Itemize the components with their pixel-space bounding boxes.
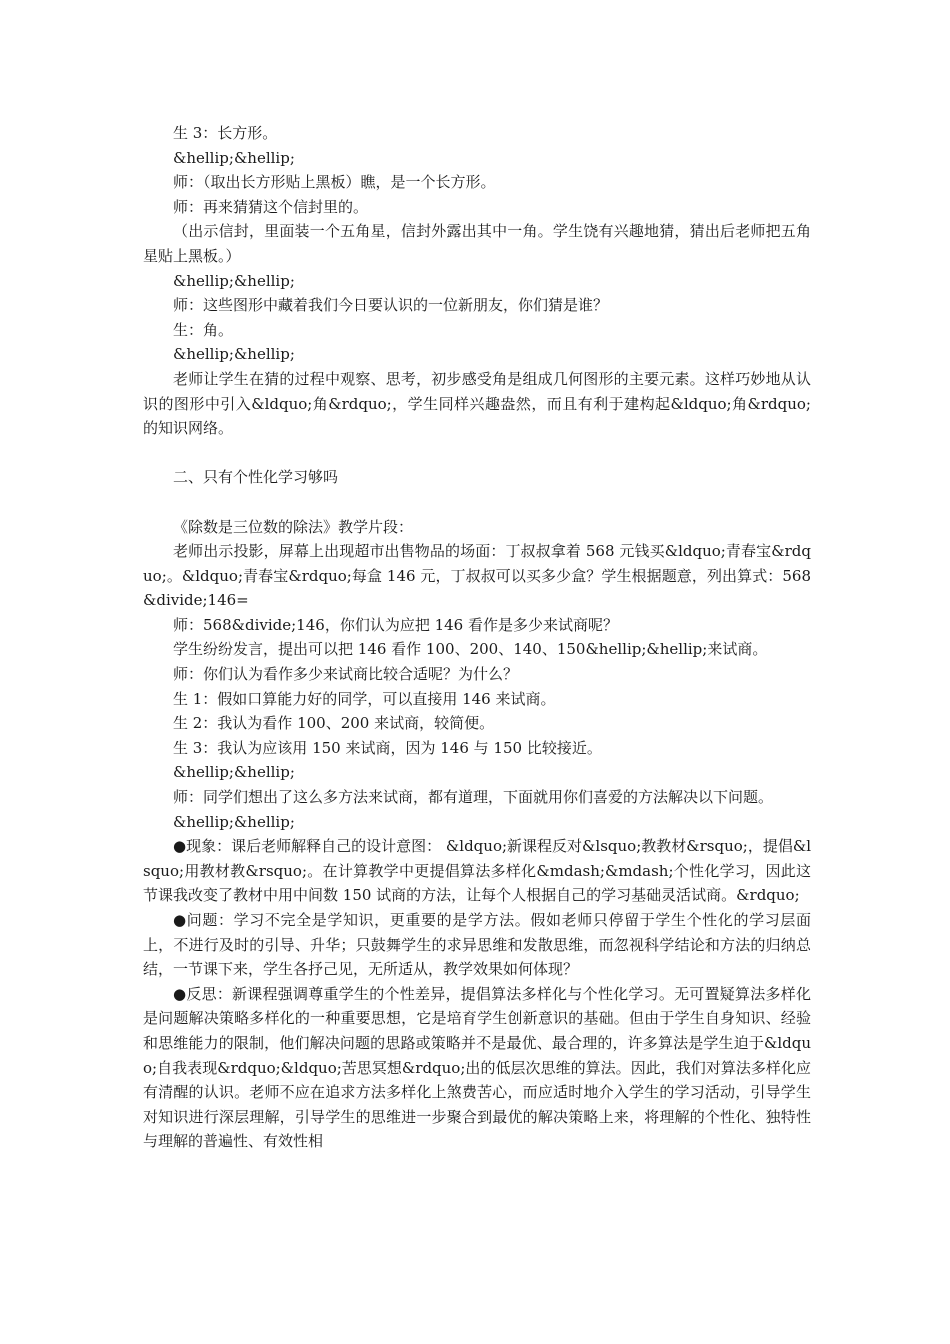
paragraph-teacher-trial-quotient: 师：568&divide;146，你们认为应把 146 看作是多少来试商呢？: [173, 615, 618, 634]
paragraph-student3-rectangle: 生 3：长方形。: [173, 124, 278, 142]
ellipsis-line: &hellip;&hellip;: [173, 812, 295, 831]
paragraph-projection-problem: 老师出示投影，屏幕上出现超市出售物品的场面：丁叔叔拿着 568 元钱买&ldquo;青春宝&rdquo;。&ldquo;青春宝&rdquo;每盒 146 元，丁叔叔可以买多少盒？学生根据题意，列出算式：568&divide;146=: [143, 542, 811, 610]
paragraph-student3: 生 3：我认为应该用 150 来试商，因为 146 与 150 比较接近。: [173, 738, 602, 757]
paragraph-phenomenon: ●现象：课后老师解释自己的设计意图： &ldquo;新课程反对&lsquo;教教材&rsquo;，提倡&lsquo;用教材教&rsquo;。在计算教学中更提倡算法多样化&mdash;&mdash;个性化学习，因此这节课我改变了教材中用中间数 150 试商的方法，让每个人根据自己的学习基础灵活试商。&rdquo;: [143, 837, 811, 905]
blank-line: [143, 441, 811, 466]
ellipsis-line: &hellip;&hellip;: [173, 271, 295, 290]
paragraph-teacher-envelope: 师：再来猜猜这个信封里的。: [173, 197, 369, 216]
paragraph-teacher-which-suitable: 师：你们认为看作多少来试商比较合适呢？为什么？: [173, 665, 519, 684]
paragraph-teacher-methods: 师：同学们想出了这么多方法来试商，都有道理，下面就用你们喜爱的方法解决以下问题。: [173, 788, 774, 807]
ellipsis-line: &hellip;&hellip;: [173, 345, 295, 364]
paragraph-teacher-rectangle: 师：（取出长方形贴上黑板）瞧，是一个长方形。: [173, 173, 496, 192]
document-page: [143, 121, 811, 1154]
ellipsis-line: &hellip;&hellip;: [173, 763, 295, 782]
ellipsis-line: &hellip;&hellip;: [173, 148, 295, 167]
paragraph-lesson-title: 《除数是三位数的除法》教学片段：: [173, 517, 414, 536]
paragraph-teacher-new-friend: 师：这些图形中藏着我们今日要认识的一位新朋友，你们猜是谁？: [173, 296, 609, 315]
paragraph-students-speak: 学生纷纷发言，提出可以把 146 看作 100、200、140、150&hellip;&hellip;来试商。: [173, 640, 768, 659]
paragraph-envelope-star: （出示信封，里面装一个五角星，信封外露出其中一角。学生饶有兴趣地猜，猜出后老师把五角星贴上黑板。）: [143, 222, 811, 265]
paragraph-reflection: ●反思：新课程强调尊重学生的个性差异，提倡算法多样化与个性化学习。无可置疑算法多样化是问题解决策略多样化的一种重要思想，它是培育学生创新意识的基础。但由于学生自身知识、经验和思维能力的限制，他们解决问题的思路或策略并不是最优、最合理的，许多算法是学生迫于&ldquo;自我表现&rdquo;&ldquo;苦思冥想&rdquo;出的低层次思维的算法。因此，我们对算法多样化应有清醒的认识。老师不应在追求方法多样化上煞费苦心，而应适时地介入学生的学习活动，引导学生对知识进行深层理解，引导学生的思维进一步聚合到最优的解决策略上来，将理解的个性化、独特性与理解的普遍性、有效性相: [143, 984, 811, 1151]
section-heading: 二、只有个性化学习够吗: [173, 468, 339, 487]
blank-line: [143, 490, 811, 515]
paragraph-angle-commentary: 老师让学生在猜的过程中观察、思考，初步感受角是组成几何图形的主要元素。这样巧妙地从认识的图形中引入&ldquo;角&rdquo;，学生同样兴趣盎然，而且有利于建构起&ldquo;角&rdquo;的知识网络。: [143, 369, 811, 438]
paragraph-student-angle: 生：角。: [173, 320, 234, 339]
paragraph-problem: ●问题：学习不完全是学知识，更重要的是学方法。假如老师只停留于学生个性化的学习层面上，不进行及时的引导、升华；只鼓舞学生的求异思维和发散思维，而忽视科学结论和方法的归纳总结，一节课下来，学生各抒己见，无所适从，教学效果如何体现？: [143, 911, 811, 979]
paragraph-student1: 生 1：假如口算能力好的同学，可以直接用 146 来试商。: [173, 689, 556, 708]
paragraph-student2: 生 2：我认为看作 100、200 来试商，较简便。: [173, 714, 495, 733]
